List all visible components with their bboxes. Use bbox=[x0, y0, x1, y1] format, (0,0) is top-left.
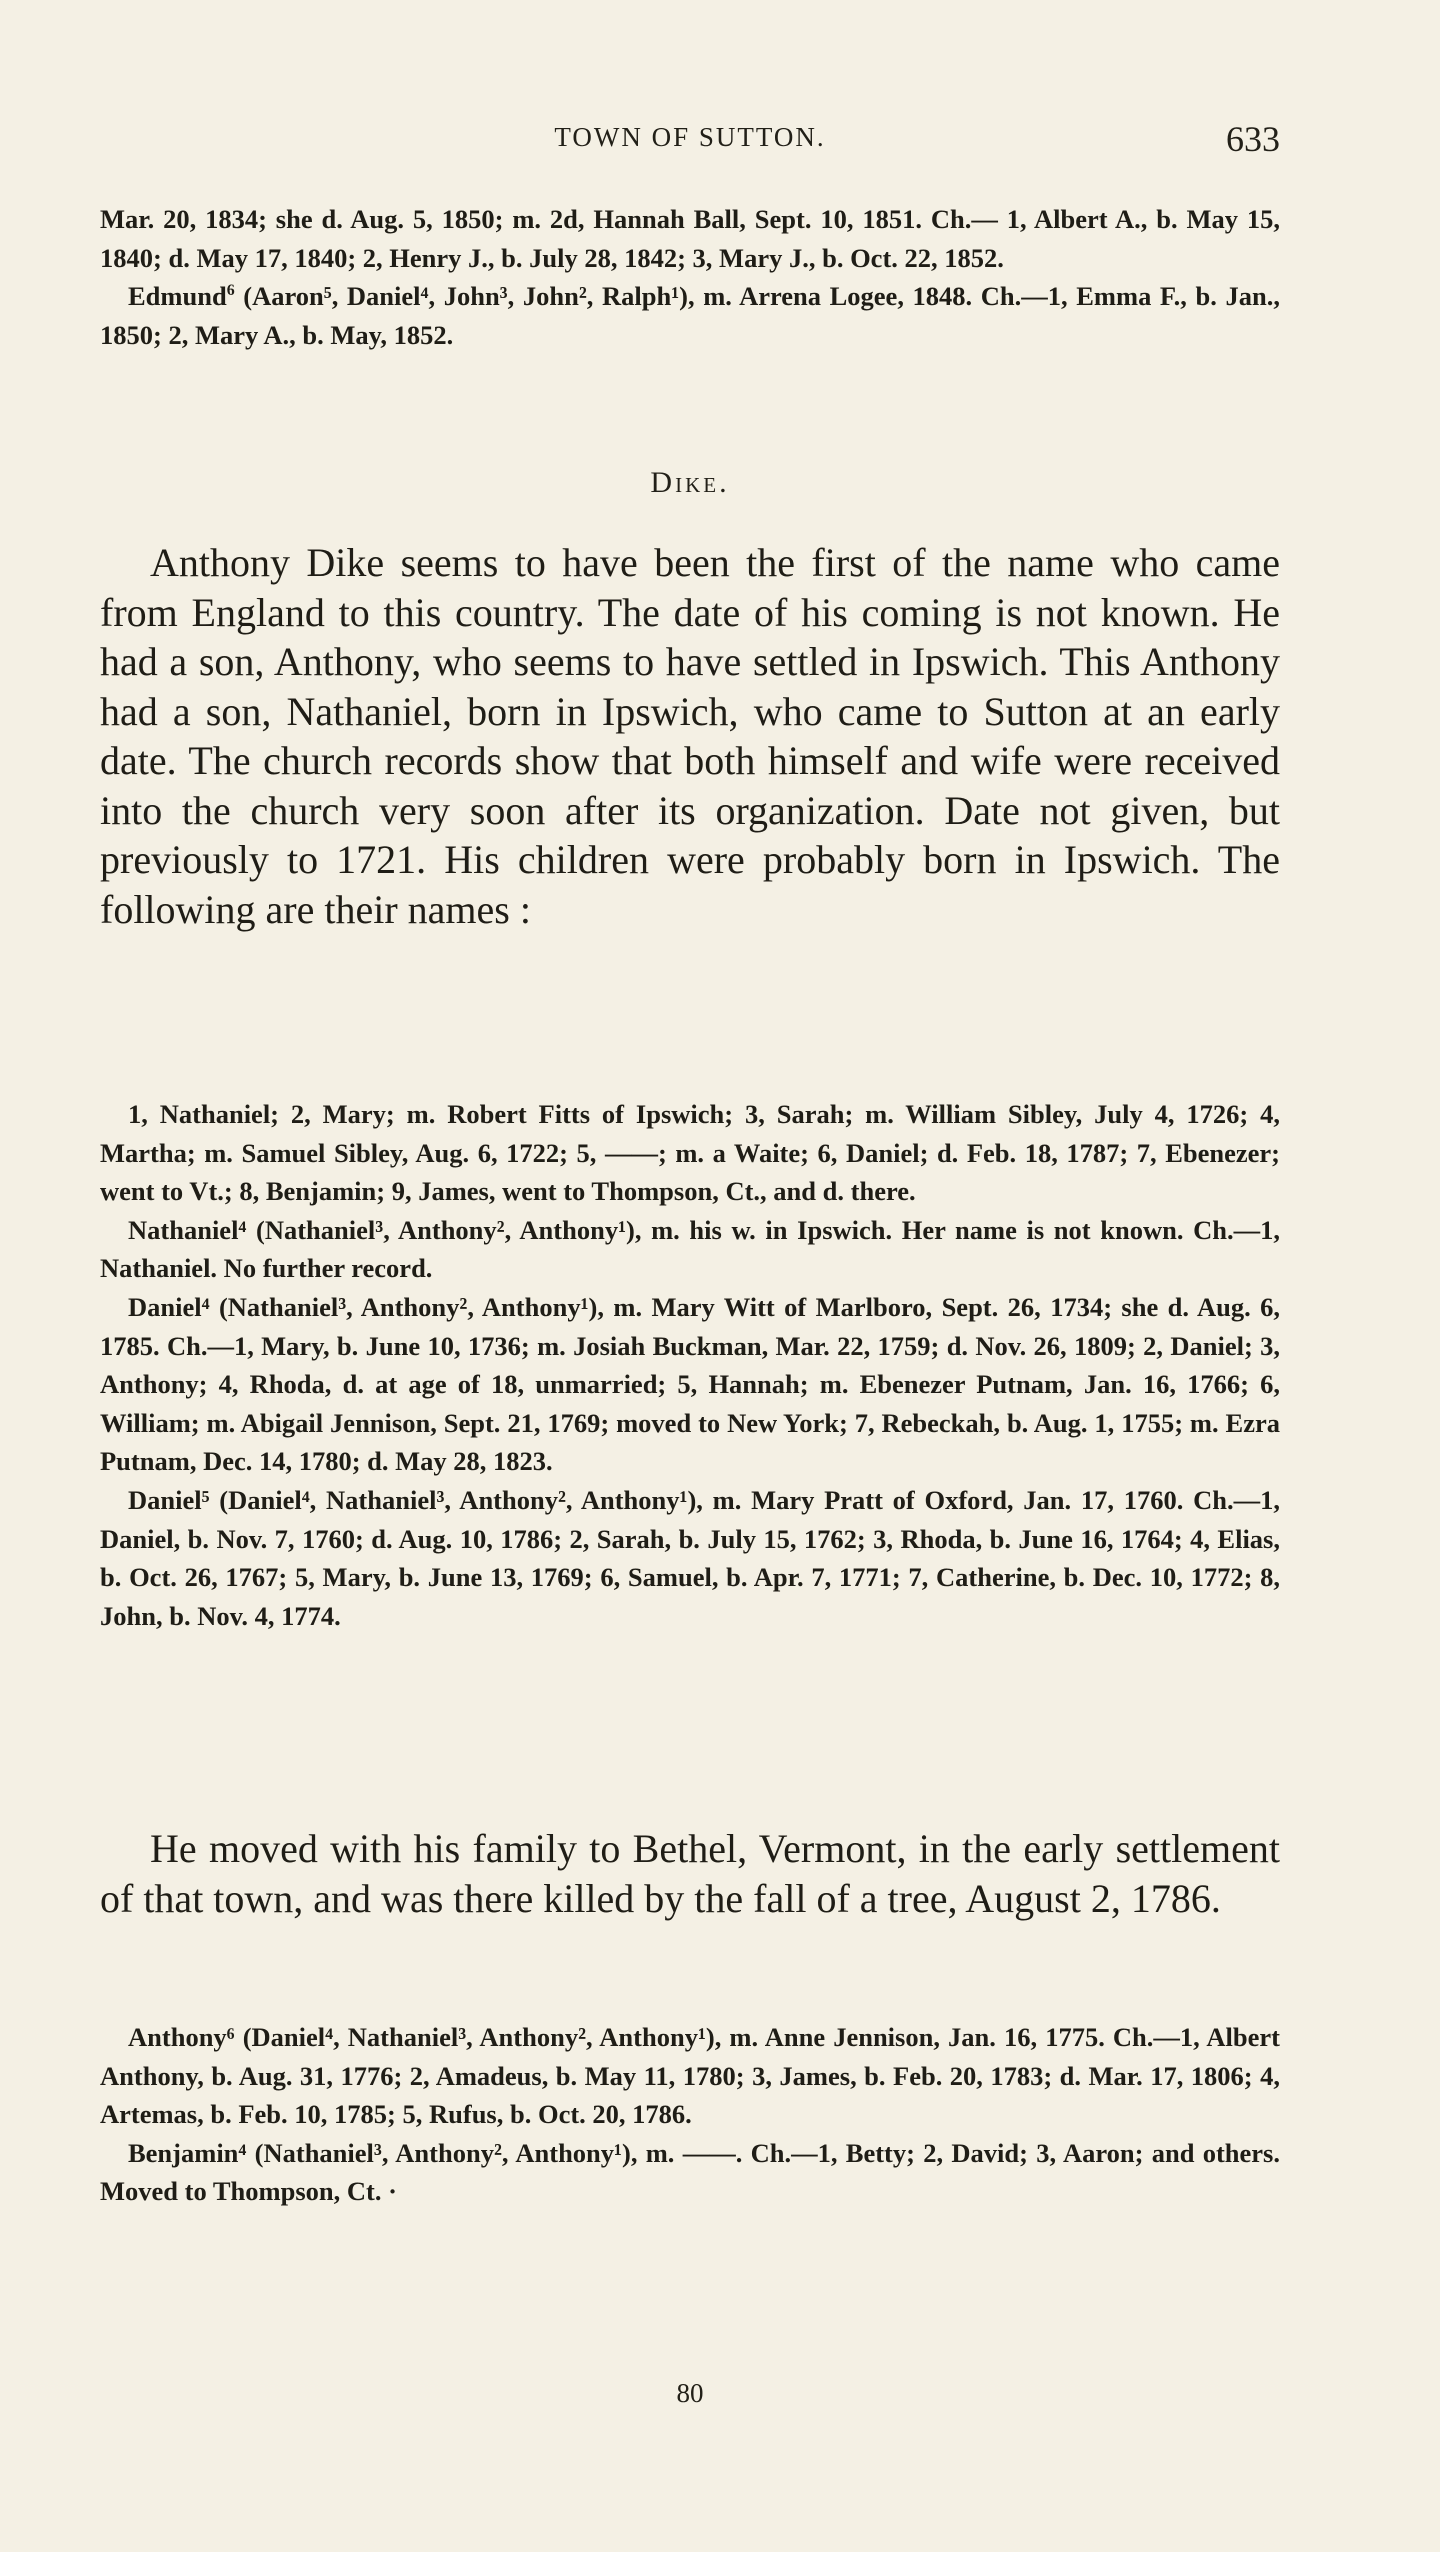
bethel-block bbox=[100, 1824, 1280, 1923]
top-entry-block bbox=[100, 200, 1280, 354]
book-page bbox=[100, 0, 1280, 2552]
daniel4-paragraph: Daniel⁴ (Nathaniel³, Anthony², Anthony¹), m. Mary Witt of Marlboro, Sept. 26, 1734; she d. Aug. 6, 1785. Ch.—1, Mary, b. June 10, 1736; m. Josiah Buckman, Mar. 22, 1759; d. Nov. 26, 1809; 2, Daniel; 3, Anthony; 4, Rhoda, d. at age of 18, unmarried; 5, Hannah; m. Ebenezer Putnam, Jan. 16, 1766; 6, William; m. Abigail Jennison, Sept. 21, 1769; moved to New York; 7, Rebeckah, b. Aug. 1, 1755; m. Ezra Putnam, Dec. 14, 1780; d. May 28, 1823. bbox=[100, 1291, 1280, 1477]
page-number: 633 bbox=[1226, 119, 1280, 159]
edmund-name: Edmund bbox=[128, 281, 227, 312]
closing-block bbox=[100, 2018, 1280, 2211]
benjamin4-paragraph: Benjamin⁴ (Nathaniel³, Anthony², Anthony¹), m. ——. Ch.—1, Betty; 2, David; 3, Aaron; and others. Moved to Thompson, Ct. · bbox=[100, 2137, 1280, 2207]
section-heading-dike: Dike. bbox=[650, 466, 730, 499]
bethel-paragraph: He moved with his family to Bethel, Vermont, in the early settlement of that town, and was there killed by the fall of a tree, August 2, 1786. bbox=[100, 1826, 1280, 1921]
edmund-lineage: (Aaron⁵, Daniel⁴, John³, John², Ralph¹), m. Arrena Logee, 1848. Ch.—1, Emma F., b. Jan., 1850; 2, Mary A., b. May, 1852. bbox=[100, 281, 1280, 350]
children-list-paragraph: 1, Nathaniel; 2, Mary; m. Robert Fitts of Ipswich; 3, Sarah; m. William Sibley, July 4, 1726; 4, Martha; m. Samuel Sibley, Aug. 6, 1722; 5, ——; m. a Waite; 6, Daniel; d. Feb. 18, 1787; 7, Ebenezer; went to Vt.; 8, Benjamin; 9, James, went to Thompson, Ct., and d. there. bbox=[100, 1099, 1280, 1207]
edmund-generation: 6 bbox=[226, 282, 235, 300]
nathaniel4-paragraph: Nathaniel⁴ (Nathaniel³, Anthony², Anthony¹), m. his w. in Ipswich. Her name is not known. Ch.—1, Nathaniel. No further record. bbox=[100, 1214, 1280, 1284]
anthony6-paragraph: Anthony⁶ (Daniel⁴, Nathaniel³, Anthony², Anthony¹), m. Anne Jennison, Jan. 16, 1775. Ch.—1, Albert Anthony, b. Aug. 31, 1776; 2, Amadeus, b. May 11, 1780; 3, James, b. Feb. 20, 1783; d. Mar. 17, 1806; 4, Artemas, b. Feb. 10, 1785; 5, Rufus, b. Oct. 20, 1786. bbox=[100, 2022, 1280, 2130]
intro-block bbox=[100, 538, 1280, 934]
paragraph-edmund bbox=[100, 277, 1280, 354]
running-head bbox=[100, 118, 1280, 158]
intro-paragraph: Anthony Dike seems to have been the first of the name who came from England to this country. The date of his coming is not known. He had a son, Anthony, who seems to have settled in Ipswich. This Anthony had a son, Nathaniel, born in Ipswich, who came to Sutton at an early date. The church records show that both himself and wife were received into the church very soon after its organization. Date not given, but previously to 1721. His children were probably born in Ipswich. The following are their names : bbox=[100, 540, 1280, 932]
running-title: TOWN OF SUTTON. bbox=[554, 122, 826, 152]
paragraph-mar-1834: Mar. 20, 1834; she d. Aug. 5, 1850; m. 2d, Hannah Ball, Sept. 10, 1851. Ch.— 1, Albert A., b. May 15, 1840; d. May 17, 1840; 2, Henry J., b. July 28, 1842; 3, Mary J., b. Oct. 22, 1852. bbox=[100, 204, 1280, 273]
daniel5-paragraph: Daniel⁵ (Daniel⁴, Nathaniel³, Anthony², Anthony¹), m. Mary Pratt of Oxford, Jan. 17, 1760. Ch.—1, Daniel, b. Nov. 7, 1760; d. Aug. 10, 1786; 2, Sarah, b. July 15, 1762; 3, Rhoda, b. June 16, 1764; 4, Elias, b. Oct. 26, 1767; 5, Mary, b. June 13, 1769; 6, Samuel, b. Apr. 7, 1771; 7, Catherine, b. Dec. 10, 1772; 8, John, b. Nov. 4, 1774. bbox=[100, 1484, 1280, 1631]
signature-number: 80 bbox=[676, 2378, 704, 2408]
genealogy-block bbox=[100, 1095, 1280, 1635]
